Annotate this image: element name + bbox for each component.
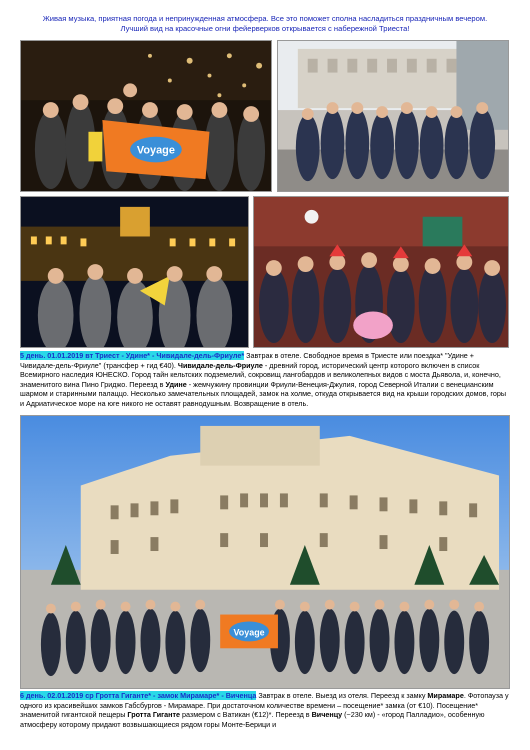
day-6-text-1: Завтрак в отеле. Выезд из отеля. Переезд к замку [256,691,428,700]
day-5-section [20,351,510,409]
day-6-bold-2: Гротта Гиганте [127,710,181,720]
photo-day-group-square [277,40,509,192]
day-5-bold-1: Чивидале-дель-Фриуле [177,360,263,370]
photo-restaurant-party [253,196,509,348]
day-5-bold-2: Удине [165,379,187,389]
day-6-bold-3: Виченцу [311,710,343,720]
day-6-text-3: размером с Ватикан (€12)*. Переезд в [180,710,312,720]
photo-palace-group [20,415,510,689]
intro-line-1: Живая музыка, приятная погода и непринужденная атмосфера. Все это поможет сполна насладиться праздничным вечером. [42,14,488,23]
intro-text [20,14,510,34]
day-5-heading: 5 день. 01.01.2019 вт Триест - Удине* - Чивидале-дель-Фриуле* [20,351,245,360]
day-6-heading: 6 день. 02.01.2019 ср Гротта Гиганте* - замок Мирамаре* - Виченца [20,691,257,700]
day-5-text-3: - жемчужину провинции Фриули-Венеция-Джулия, город Северной Италии с венецианским шармом и старинными палаццо. Несколько замечательных площадей, замок на холме, откуда открывается вид на крыши городских домов, горы и Адриатическое море на юге никого не оставят равнодушным. Возвращение в отель. [20,379,507,408]
day-5-text-2: - древний город, исторический центр которого включен в список Всемирного наследия ЮНЕСКО. Город тайн кельтских подземелий, сокровищ лангобардов и великолепных видов с моста Дьявола, и, конечно, знаменитого вина Пино Гриджо. Переезд в [20,360,501,389]
photo-night-illuminated [20,196,249,348]
photo-night-group-banner [20,40,272,192]
banner-text: Voyage [136,144,175,157]
day-6-text-2: . Фотопауза у одного из красивейших замков Габсбургов - Мирамаре. При достаточном количестве времени – посещение* замка (от €10). Посещение* знаменитой гигантской пещеры [20,691,509,720]
day-6-bold-1: Мирамаре [427,691,464,700]
day-6-text-4: (~230 км) - «город Палладио», особенную атмосферу которому придают возвышающиеся рядом горы Монте-Берици и [20,710,485,729]
day-6-section [20,691,510,729]
banner-text-2: Voyage [233,627,265,638]
intro-line-2: Лучший вид на красочные огни фейерверков открывается с набережной Триеста! [120,24,410,33]
day-5-text-1: Завтрак в отеле. Свободное время в Триесте или поездка* "Удине + Чивидале-дель-Фриуле" (трансфер + гид €40). [20,351,474,370]
